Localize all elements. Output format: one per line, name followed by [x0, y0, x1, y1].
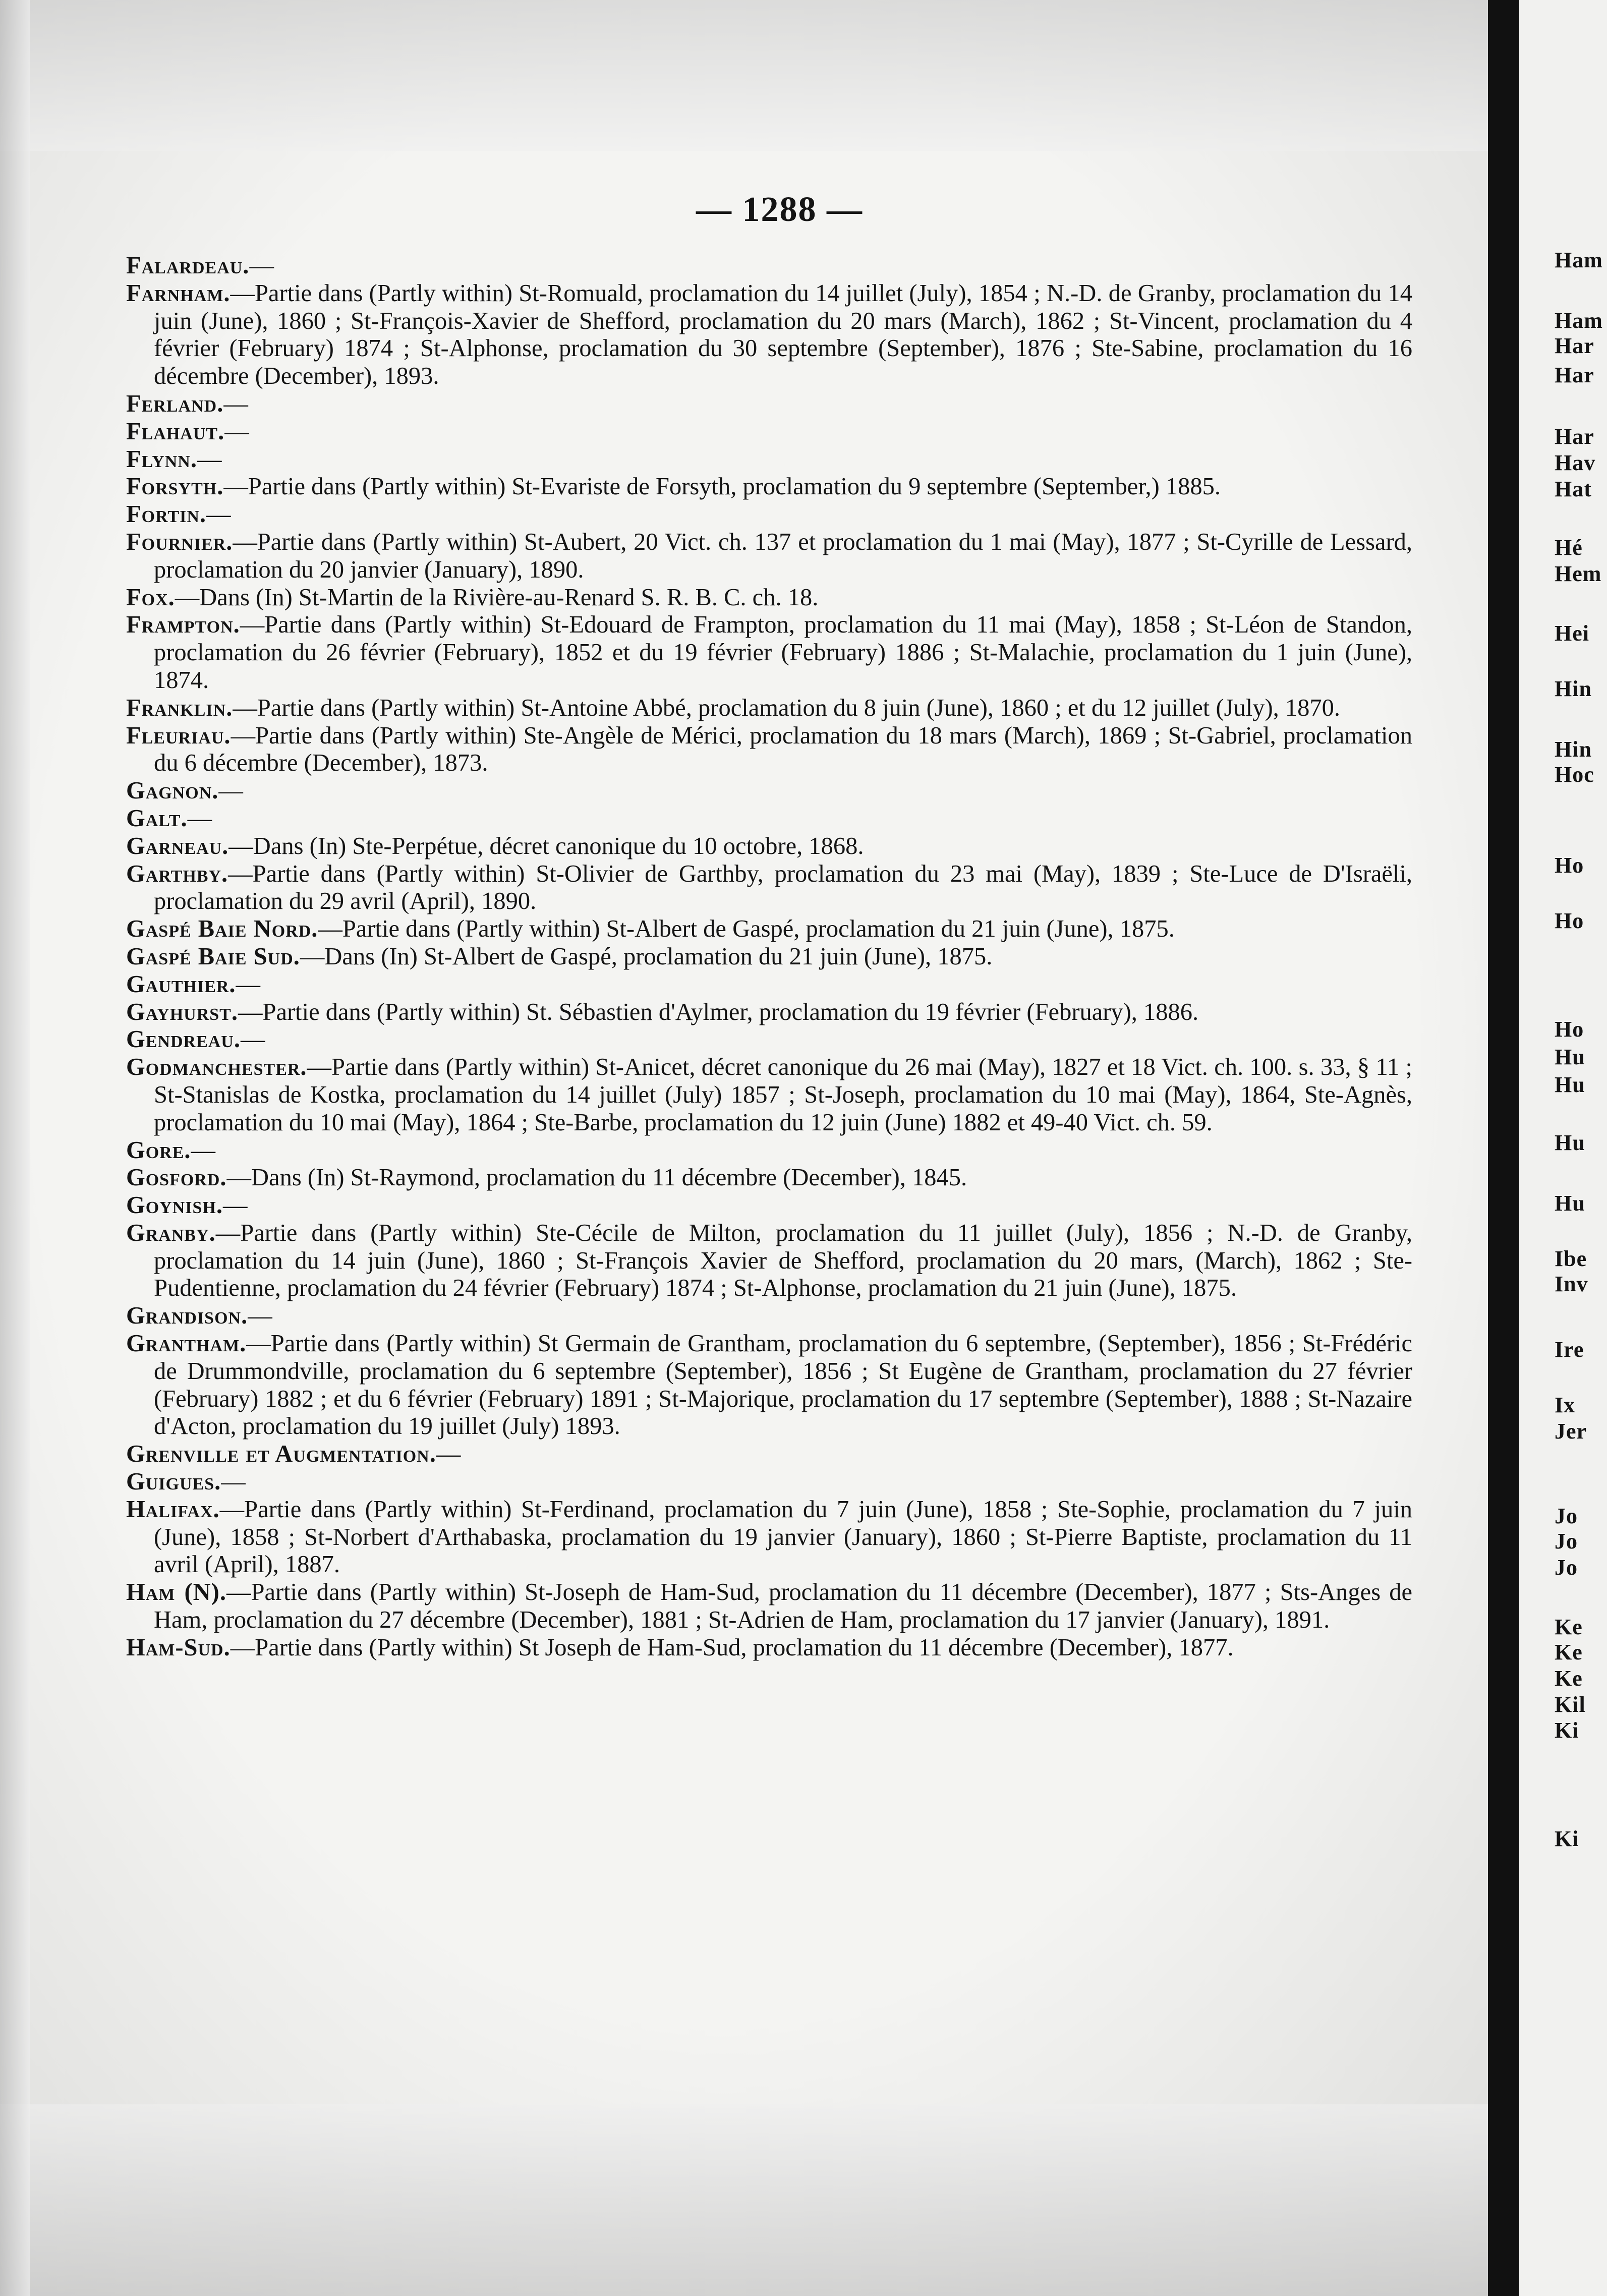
- township-entry: [126, 1164, 1412, 1192]
- township-name: Ham (N).: [126, 1579, 226, 1606]
- township-name: Gauthier.: [126, 970, 236, 998]
- scan-top-shadow: [0, 0, 1488, 151]
- entry-dash: —: [249, 252, 274, 279]
- adjacent-page-fragment: Ho: [1555, 853, 1584, 878]
- entry-dash: —: [233, 528, 257, 555]
- township-entry: [126, 722, 1412, 778]
- adjacent-page-fragment: Hu: [1555, 1191, 1585, 1216]
- township-entry: [126, 1220, 1412, 1302]
- book-gutter: [1488, 0, 1519, 2296]
- entry-dash: —: [223, 1192, 248, 1219]
- township-entry: [126, 584, 1412, 612]
- township-name: Falardeau.: [126, 252, 250, 279]
- parish-description: Partie dans (Partly within) St. Sébastien d'Aylmer, proclamation du 19 février (February), 1886.: [262, 998, 1199, 1025]
- entry-dash: —: [230, 1634, 255, 1661]
- adjacent-page-fragment: Ki: [1555, 1718, 1579, 1743]
- township-name: Ferland.: [126, 390, 224, 417]
- entry-dash: —: [224, 418, 249, 445]
- township-entry: [126, 418, 1412, 446]
- parish-description: Dans (In) St-Martin de la Rivière-au-Renard S. R. B. C. ch. 18.: [199, 584, 819, 611]
- entry-dash: —: [318, 915, 342, 943]
- adjacent-page-fragment: Hu: [1555, 1045, 1585, 1069]
- township-entry: [126, 252, 1412, 280]
- adjacent-page-edge: [1519, 0, 1607, 2296]
- entry-dash: —: [236, 970, 261, 998]
- township-entry: [126, 1441, 1412, 1468]
- township-entry: [126, 1579, 1412, 1634]
- entry-dash: —: [230, 279, 255, 307]
- adjacent-page-fragment: Hav: [1555, 450, 1596, 475]
- adjacent-page-fragment: Ho: [1555, 908, 1584, 933]
- township-name: Halifax.: [126, 1496, 220, 1523]
- township-entry: [126, 1302, 1412, 1330]
- township-name: Forsyth.: [126, 473, 224, 500]
- adjacent-page-fragment: Ke: [1555, 1615, 1583, 1639]
- scan-left-edge: [0, 0, 30, 2296]
- adjacent-page-fragment: Har: [1555, 363, 1594, 387]
- adjacent-page-fragment: Ki: [1555, 1826, 1579, 1851]
- entry-dash: —: [238, 998, 263, 1025]
- entry-dash: —: [248, 1302, 272, 1330]
- adjacent-page-fragment: Ire: [1555, 1337, 1584, 1362]
- township-entry: [126, 999, 1412, 1026]
- entry-dash: —: [206, 501, 231, 528]
- adjacent-page-fragment: Hu: [1555, 1072, 1585, 1097]
- township-name: Garneau.: [126, 832, 229, 859]
- entry-dash: —: [215, 1219, 241, 1246]
- adjacent-page-fragment: Ix: [1555, 1393, 1576, 1417]
- adjacent-page-fragment: Har: [1555, 333, 1594, 358]
- entry-dash: —: [240, 1026, 265, 1053]
- township-name: Franklin.: [126, 694, 233, 721]
- parish-description: Dans (In) Ste-Perpétue, décret canonique du 10 octobre, 1868.: [253, 832, 864, 859]
- township-entry: [126, 280, 1412, 390]
- township-name: Ham-Sud.: [126, 1634, 231, 1661]
- township-name: Flynn.: [126, 445, 197, 473]
- township-entry: [126, 1192, 1412, 1220]
- township-name: Gaspé Baie Nord.: [126, 915, 318, 943]
- parish-description: Partie dans (Partly within) St Germain de Grantham, proclamation du 6 septembre, (September), 1856 ; St-Frédéric de Drummondville, proclamation du 6 septembre (September), 1856 ; St Eugène de Grantham, proclamation du 27 février (February) 1882 ; et du 6 février (February) 1891 ; St-Majorique, proclamation du 17 septembre (September), 1888 ; St-Nazaire d'Acton, proclamation du 19 juillet (July) 1893.: [154, 1330, 1412, 1440]
- parish-description: Partie dans (Partly within) St-Edouard de Frampton, proclamation du 11 mai (May), 1858 ; St-Léon de Standon, proclamation du 26 février (February), 1852 et du 19 février (February) 1886 ; St-Malachie, proclamation du 1 juin (June), 1874.: [154, 611, 1412, 694]
- township-entry: [126, 695, 1412, 722]
- township-entry: [126, 1468, 1412, 1496]
- township-name: Garthby.: [126, 860, 228, 887]
- township-entry: [126, 390, 1412, 418]
- township-entry: [126, 501, 1412, 529]
- entry-dash: —: [223, 390, 248, 417]
- entry-dash: —: [228, 832, 253, 859]
- township-entry: [126, 915, 1412, 943]
- parish-description: Dans (In) St-Raymond, proclamation du 11 décembre (December), 1845.: [251, 1164, 967, 1191]
- adjacent-page-fragment: Jo: [1555, 1504, 1578, 1528]
- parish-description: Partie dans (Partly within) St-Ferdinand, proclamation du 7 juin (June), 1858 ; Ste-Sophie, proclamation du 7 juin (June), 1858 ; St-Norbert d'Arthabaska, proclamation du 19 janvier (January), 1860 ; St-Pierre Baptiste, proclamation du 11 avril (April), 1887.: [154, 1496, 1412, 1578]
- township-entry: [126, 1137, 1412, 1165]
- township-entry: [126, 473, 1412, 501]
- parish-description: Partie dans (Partly within) Ste-Angèle de Mérici, proclamation du 18 mars (March), 1869 ; St-Gabriel, proclamation du 6 décembre (December), 1873.: [154, 722, 1412, 777]
- township-name: Gayhurst.: [126, 998, 238, 1025]
- adjacent-page-fragment: Ibe: [1555, 1246, 1587, 1271]
- parish-description: Partie dans (Partly within) St-Aubert, 20 Vict. ch. 137 et proclamation du 1 mai (May), 1877 ; St-Cyrille de Lessard, proclamation du 20 janvier (January), 1890.: [154, 528, 1412, 583]
- entry-dash: —: [226, 1164, 252, 1191]
- entry-dash: —: [221, 1468, 246, 1496]
- adjacent-page-fragment: Hin: [1555, 737, 1592, 762]
- adjacent-page-fragment: Har: [1555, 424, 1594, 449]
- township-entry: [126, 611, 1412, 694]
- township-name: Grandison.: [126, 1302, 248, 1330]
- adjacent-page-fragment: Ke: [1555, 1666, 1583, 1691]
- township-entry: [126, 529, 1412, 584]
- parish-description: Partie dans (Partly within) St-Anicet, décret canonique du 26 mai (May), 1827 et 18 Vict. ch. 100. s. 33, § 11 ; St-Stanislas de Kostka, proclamation du 14 juillet (July) 1857 ; St-Joseph, proclamation du 10 mai (May), 1864, Ste-Agnès, proclamation du 10 mai (May), 1864 ; Ste-Barbe, proclamation du 12 juin (June) 1882 et 49-40 Vict. ch. 59.: [154, 1054, 1412, 1136]
- adjacent-page-fragment: Hei: [1555, 621, 1589, 646]
- adjacent-page-fragment: Inv: [1555, 1272, 1588, 1296]
- scan-bottom-shadow: [0, 2104, 1488, 2296]
- adjacent-page-fragment: Ho: [1555, 1017, 1584, 1042]
- parish-description: Partie dans (Partly within) St-Romuald, proclamation du 14 juillet (July), 1854 ; N.-D. de Granby, proclamation du 14 juin (June), 1860 ; St-François-Xavier de Shefford, proclamation du 20 mars (March), 1862 ; St-Vincent, proclamation du 4 février (February) 1874 ; St-Alphonse, proclamation du 30 septembre (September), 1876 ; Ste-Sabine, proclamation du 16 décembre (December), 1893.: [154, 279, 1412, 390]
- parish-description: Partie dans (Partly within) St-Albert de Gaspé, proclamation du 21 juin (June), 1875.: [342, 915, 1175, 943]
- township-name: Gaspé Baie Sud.: [126, 943, 300, 970]
- township-name: Fortin.: [126, 501, 207, 528]
- township-name: Flahaut.: [126, 418, 225, 445]
- township-entry: [126, 1496, 1412, 1579]
- township-name: Godmanchester.: [126, 1054, 307, 1081]
- adjacent-page-fragment: Ke: [1555, 1640, 1583, 1664]
- adjacent-page-fragment: Jo: [1555, 1529, 1578, 1554]
- township-name: Fleuriau.: [126, 722, 231, 749]
- entry-dash: —: [226, 1579, 251, 1606]
- township-name: Goynish.: [126, 1192, 223, 1219]
- entry-dash: —: [240, 611, 265, 639]
- adjacent-page-fragment: Hu: [1555, 1130, 1585, 1155]
- entry-dash: —: [228, 860, 253, 887]
- township-name: Grenville et Augmentation.: [126, 1441, 436, 1468]
- entry-dash: —: [175, 584, 200, 611]
- township-entry: [126, 1634, 1412, 1662]
- township-entry: [126, 1054, 1412, 1136]
- entry-dash: —: [191, 1136, 216, 1164]
- parish-description: Partie dans (Partly within) St-Antoine Abbé, proclamation du 8 juin (June), 1860 ; et du 12 juillet (July), 1870.: [257, 694, 1340, 721]
- adjacent-page-fragment: Hat: [1555, 477, 1592, 501]
- adjacent-page-fragment: Jo: [1555, 1555, 1578, 1580]
- township-name: Farnham.: [126, 279, 231, 307]
- township-entry: [126, 833, 1412, 860]
- township-name: Galt.: [126, 805, 188, 832]
- adjacent-page-fragment: Hé: [1555, 535, 1583, 560]
- township-name: Gore.: [126, 1136, 191, 1164]
- township-name: Grantham.: [126, 1330, 247, 1357]
- township-entry: [126, 446, 1412, 474]
- entry-dash: —: [223, 473, 248, 500]
- adjacent-page-fragment: Hin: [1555, 676, 1592, 701]
- township-name: Fournier.: [126, 528, 233, 555]
- township-name: Gagnon.: [126, 777, 219, 805]
- township-name: Frampton.: [126, 611, 240, 639]
- township-entry: [126, 943, 1412, 971]
- parish-description: Partie dans (Partly within) St-Olivier de Garthby, proclamation du 23 mai (May), 1839 ; Ste-Luce de D'Israëli, proclamation du 29 avril (April), 1890.: [154, 860, 1412, 915]
- adjacent-page-fragment: Ham: [1555, 308, 1603, 333]
- entry-dash: —: [231, 722, 256, 749]
- page-number: — 1288 —: [696, 190, 863, 229]
- entry-dash: —: [307, 1054, 332, 1081]
- township-name: Gendreau.: [126, 1026, 241, 1053]
- township-entry: [126, 1330, 1412, 1441]
- parish-description: Dans (In) St-Albert de Gaspé, proclamation du 21 juin (June), 1875.: [324, 943, 993, 970]
- township-entry: [126, 971, 1412, 999]
- parish-description: Partie dans (Partly within) St Joseph de Ham-Sud, proclamation du 11 décembre (December), 1877.: [255, 1634, 1234, 1661]
- entry-dash: —: [197, 445, 222, 473]
- parish-description: Partie dans (Partly within) St-Joseph de Ham-Sud, proclamation du 11 décembre (December), 1877 ; Sts-Anges de Ham, proclamation du 27 décembre (December), 1881 ; St-Adrien de Ham, proclamation du 17 janvier (January), 1891.: [154, 1579, 1412, 1634]
- entry-dash: —: [218, 777, 243, 805]
- township-entry: [126, 805, 1412, 833]
- entry-dash: —: [300, 943, 325, 970]
- adjacent-page-fragment: Ham: [1555, 248, 1603, 272]
- township-name: Guigues.: [126, 1468, 221, 1496]
- adjacent-page-fragment: Kil: [1555, 1692, 1586, 1717]
- entry-dash: —: [436, 1441, 461, 1468]
- entry-dash: —: [187, 805, 212, 832]
- parish-description: Partie dans (Partly within) St-Evariste de Forsyth, proclamation du 9 septembre (September,) 1885.: [248, 473, 1221, 500]
- township-entry: [126, 777, 1412, 805]
- township-name: Granby.: [126, 1219, 216, 1246]
- township-entry: [126, 860, 1412, 916]
- adjacent-page-fragment: Hoc: [1555, 762, 1594, 787]
- parish-description: Partie dans (Partly within) Ste-Cécile de Milton, proclamation du 11 juillet (July), 1856 ; N.-D. de Granby, proclamation du 14 juin (June), 1860 ; St-François Xavier de Shefford, proclamation du 20 mars, (March), 1862 ; Ste-Pudentienne, proclamation du 24 février (February) 1874 ; St-Alphonse, proclamation du 21 juin (June), 1875.: [154, 1219, 1412, 1302]
- gazetteer-entry-list: [126, 252, 1412, 1662]
- entry-dash: —: [233, 694, 257, 721]
- township-entry: [126, 1026, 1412, 1054]
- adjacent-page-fragment: Hem: [1555, 561, 1602, 586]
- township-name: Gosford.: [126, 1164, 227, 1191]
- township-name: Fox.: [126, 584, 175, 611]
- entry-dash: —: [219, 1496, 245, 1523]
- entry-dash: —: [246, 1330, 271, 1357]
- adjacent-page-fragment: Jer: [1555, 1419, 1587, 1444]
